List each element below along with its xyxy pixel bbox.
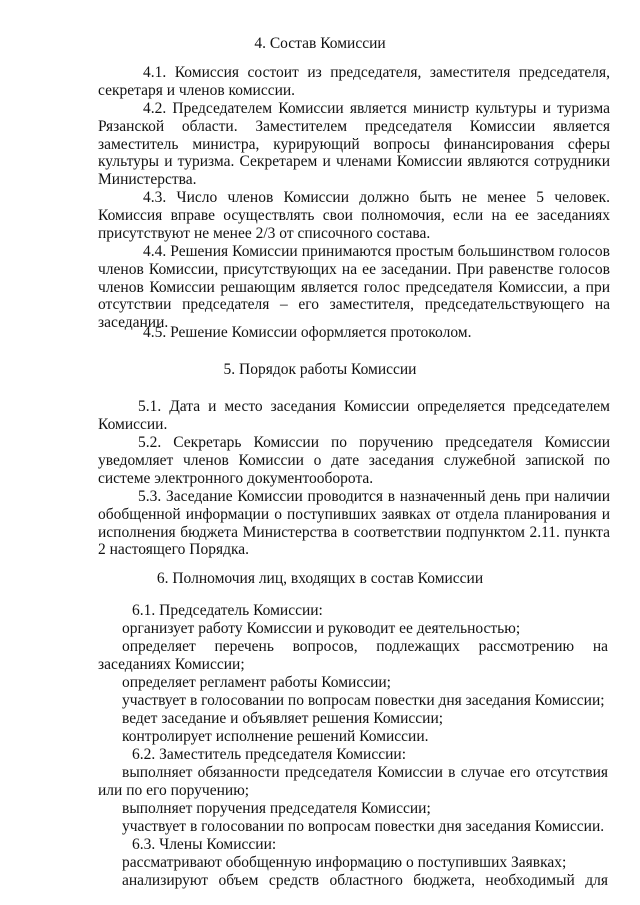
section-4-heading: 4. Состав Комиссии (254, 35, 386, 52)
section-5-heading: 5. Порядок работы Комиссии (223, 361, 417, 378)
list-item: определяет перечень вопросов, подлежащих рассмотрению на заседаниях Комиссии; (98, 638, 608, 673)
list-item: рассматривают обобщенную информацию о поступивших Заявках; (122, 854, 567, 871)
list-item: выполняет поручения председателя Комиссии; (122, 800, 431, 817)
clause-4-5: 4.5. Решение Комиссии оформляется протоколом. (143, 324, 472, 341)
clause-5-3: 5.3. Заседание Комиссии проводится в назначенный день при наличии обобщенной информации о поступивших заявках от отдела планирования и исполнения бюджета Министерства в соответствии подпунктом 2.11. пункта 2 настоящего Порядка. (98, 488, 610, 559)
clause-6-1: 6.1. Председатель Комиссии: (132, 602, 323, 619)
list-item: выполняет обязанности председателя Комиссии в случае его отсутствия или по его поручению; (98, 764, 608, 799)
clause-4-1: 4.1. Комиссия состоит из председателя, заместителя председателя, секретаря и членов комиссии. (98, 64, 610, 99)
list-item: контролирует исполнение решений Комиссии. (122, 728, 429, 745)
list-item: ведет заседание и объявляет решения Комиссии; (122, 710, 444, 727)
list-item: организует работу Комиссии и руководит ее деятельностью; (122, 620, 521, 637)
clause-4-3: 4.3. Число членов Комиссии должно быть не менее 5 человек. Комиссия вправе осуществлять свои полномочия, если на ее заседаниях присутствуют не менее 2/3 от списочного состава. (98, 189, 610, 242)
list-item: участвует в голосовании по вопросам повестки дня заседания Комиссии; (122, 692, 605, 709)
clause-5-2: 5.2. Секретарь Комиссии по поручению председателя Комиссии уведомляет членов Комиссии о дате заседания служебной запиской по системе электронного документооборота. (98, 434, 610, 487)
clause-4-2: 4.2. Председателем Комиссии является министр культуры и туризма Рязанской области. Заместителем председателя Комиссии является заместитель министра, курирующий вопросы финансирования сферы культуры и туризма. Секретарем и членами Комиссии являются сотрудники Министерства. (98, 100, 610, 189)
clause-5-1: 5.1. Дата и место заседания Комиссии определяется председателем Комиссии. (98, 398, 610, 433)
list-item: участвует в голосовании по вопросам повестки дня заседания Комиссии. (122, 818, 605, 835)
clause-4-4: 4.4. Решения Комиссии принимаются простым большинством голосов членов Комиссии, присутствующих на ее заседании. При равенстве голосов членов Комиссии решающим является голос председателя Комиссии, а при отсутствии председателя – его заместителя, председательствующего на заседании. (98, 243, 610, 332)
clause-6-2: 6.2. Заместитель председателя Комиссии: (132, 746, 407, 763)
list-item: определяет регламент работы Комиссии; (122, 674, 391, 691)
clause-6-3: 6.3. Члены Комиссии: (132, 836, 277, 853)
section-6-heading: 6. Полномочия лиц, входящих в состав Комиссии (156, 570, 484, 587)
list-item: анализируют объем средств областного бюджета, необходимый для (122, 872, 608, 889)
